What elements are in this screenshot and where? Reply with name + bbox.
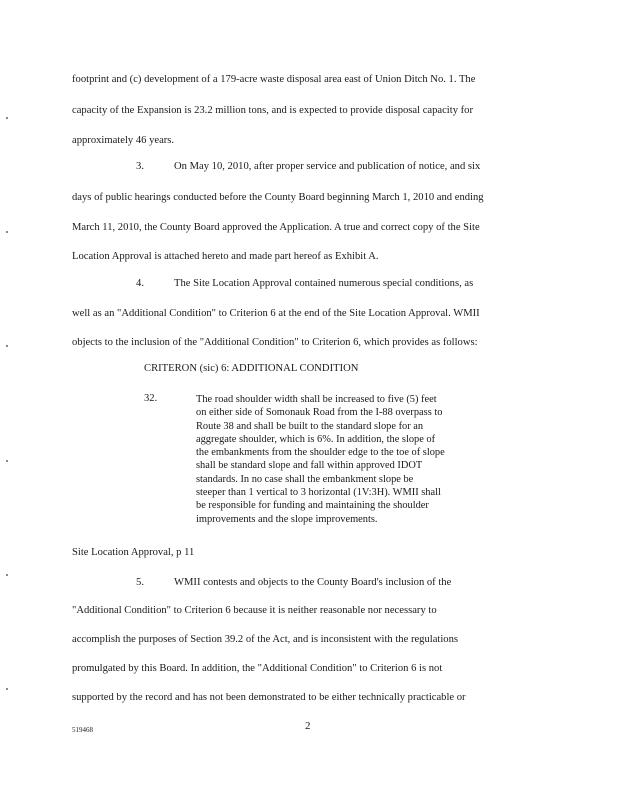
paragraph-3-line-3: March 11, 2010, the County Board approved the Application. A true and correct copy of the Site <box>72 222 480 233</box>
paragraph-3-line-4: Location Approval is attached hereto and made part hereof as Exhibit A. <box>72 251 379 262</box>
paragraph-4-line-2: well as an "Additional Condition" to Criterion 6 at the end of the Site Location Approval. WMII <box>72 308 480 319</box>
condition-line: The road shoulder width shall be increased to five (5) feet <box>196 394 437 405</box>
paragraph-5-line-5: supported by the record and has not been demonstrated to be either technically practicable or <box>72 692 466 703</box>
condition-number: 32. <box>144 393 158 404</box>
paragraph-4-first-line <box>72 277 529 290</box>
scan-speck <box>6 345 8 347</box>
condition-line: be responsible for funding and maintaining the shoulder <box>196 500 429 512</box>
page-number: 2 <box>305 720 311 732</box>
paragraph-4-number: 4. <box>136 278 144 289</box>
intro-line-1: footprint and (c) development of a 179-acre waste disposal area east of Union Ditch No. 1. The <box>72 74 476 85</box>
condition-line: on either side of Somonauk Road from the I-88 overpass to <box>196 407 443 419</box>
condition-line: improvements and the slope improvements. <box>196 513 378 525</box>
intro-line-2: capacity of the Expansion is 23.2 million tons, and is expected to provide disposal capacity for <box>72 105 473 116</box>
condition-line: the embankments from the shoulder edge to the toe of slope <box>196 447 445 459</box>
paragraph-3-first-line <box>72 160 529 173</box>
intro-line-3: approximately 46 years. <box>72 135 175 146</box>
quote-heading: CRITERON (sic) 6: ADDITIONAL CONDITION <box>144 363 359 374</box>
quote-citation: Site Location Approval, p 11 <box>72 547 195 558</box>
paragraph-4-line-3: objects to the inclusion of the "Additional Condition" to Criterion 6, which provides as follows: <box>72 337 478 348</box>
paragraph-4-line-1: The Site Location Approval contained numerous special conditions, as <box>174 278 474 289</box>
paragraph-5-line-1: WMII contests and objects to the County Board's inclusion of the <box>174 577 452 588</box>
scan-speck <box>6 231 8 233</box>
paragraph-5-line-2: "Additional Condition" to Criterion 6 because it is neither reasonable nor necessary to <box>72 605 437 616</box>
paragraph-3-line-1: On May 10, 2010, after proper service and publication of notice, and six <box>174 161 481 172</box>
document-id: 519468 <box>72 726 93 734</box>
condition-line: Route 38 and shall be built to the standard slope for an <box>196 420 424 432</box>
scan-speck <box>6 688 8 690</box>
condition-line: shall be standard slope and fall within approved IDOT <box>196 460 423 472</box>
scan-speck <box>6 574 8 576</box>
condition-text <box>196 393 486 526</box>
scan-speck <box>6 117 8 119</box>
paragraph-5-number: 5. <box>136 577 144 588</box>
paragraph-5-line-3: accomplish the purposes of Section 39.2 of the Act, and is inconsistent with the regulations <box>72 634 459 645</box>
paragraph-3-line-2: days of public hearings conducted before the County Board beginning March 1, 2010 and ending <box>72 192 484 203</box>
condition-line: aggregate shoulder, which is 6%. In addition, the slope of <box>196 433 436 445</box>
paragraph-5-first-line <box>72 576 529 589</box>
paragraph-5-line-4: promulgated by this Board. In addition, the "Additional Condition" to Criterion 6 is not <box>72 663 443 674</box>
paragraph-3-number: 3. <box>136 161 144 172</box>
scan-speck <box>6 460 8 462</box>
condition-line: standards. In no case shall the embankment slope be <box>196 473 414 485</box>
condition-line: steeper than 1 vertical to 3 horizontal (1V:3H). WMII shall <box>196 487 441 499</box>
